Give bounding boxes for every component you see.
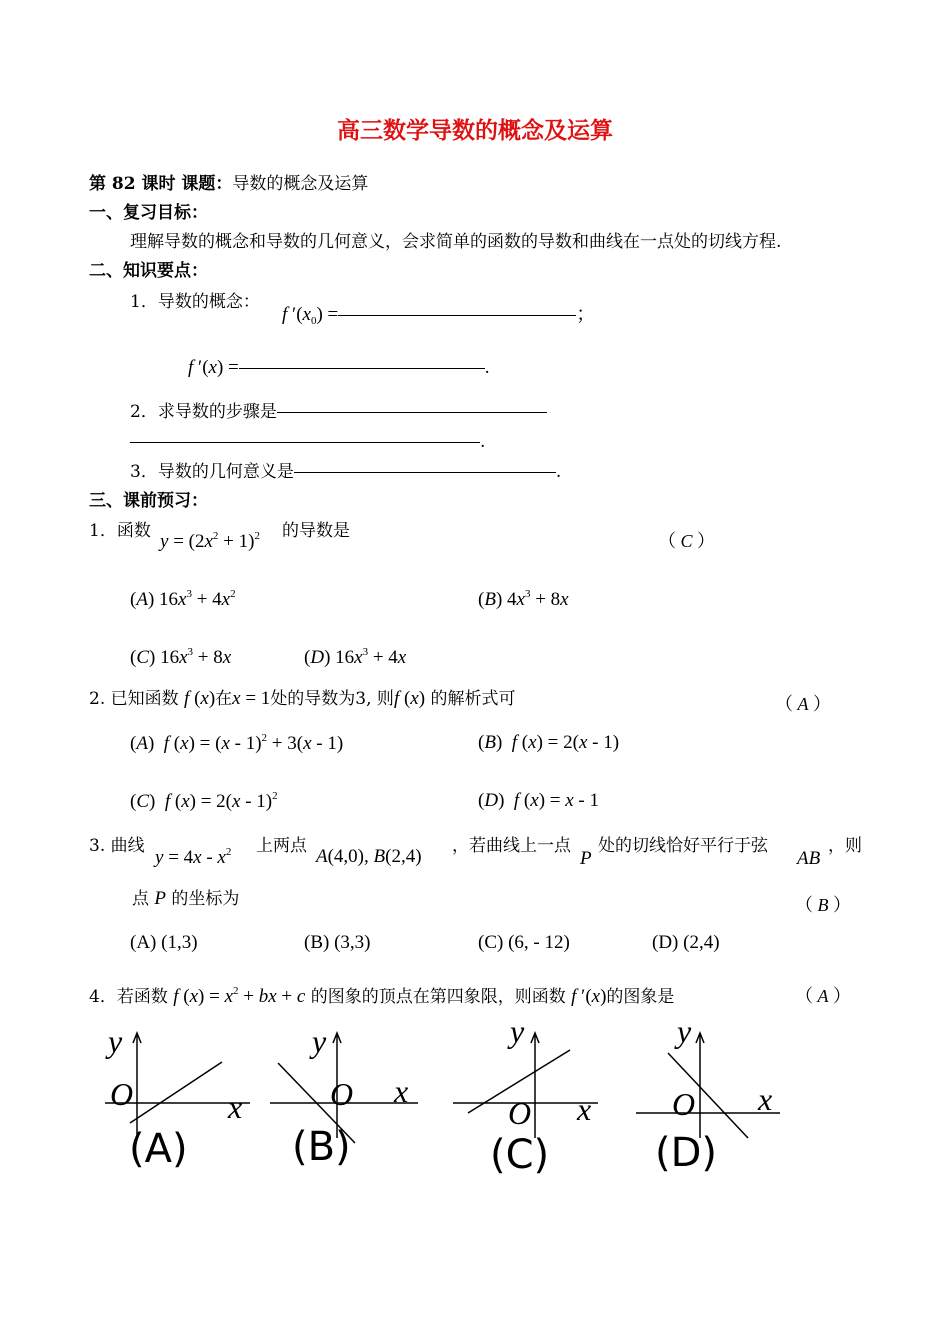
q3-option-a: (A) (1,3) (130, 932, 198, 953)
knowledge-item-2-line2: . (130, 432, 485, 452)
graph-b-label: (B) (292, 1124, 351, 1170)
graph-c-x-label: x (577, 1091, 592, 1127)
graph-d-label: (D) (655, 1130, 718, 1176)
q3-answer: （ B ） (795, 895, 851, 915)
q2-suffix: 的解析式可 (430, 689, 516, 709)
q1-suffix: 的导数是 (282, 521, 350, 541)
q2-fx: f (x) (184, 688, 216, 709)
graph-a-y-label: y (108, 1023, 123, 1059)
graph-d-y-label: y (677, 1013, 692, 1049)
section-knowledge-points: 二、知识要点： (89, 261, 208, 281)
lesson-line (89, 174, 368, 194)
q3-answer-value: B (817, 895, 829, 915)
graph-a (105, 1023, 250, 1138)
q3-point-p-2: P (154, 888, 167, 909)
derivative-at-point-formula: f $'(x_0)$ = ； (282, 304, 596, 327)
q4-prefix: 4．若函数 (89, 987, 168, 1007)
graph-c-y-label: y (510, 1013, 525, 1049)
graph-a-x-label: x (228, 1089, 243, 1125)
q4-answer: （ A ） (795, 986, 851, 1006)
lesson-label: 第 82 课时 课题： (89, 174, 233, 194)
knowledge-item-1: 1．导数的概念： (130, 292, 260, 312)
graph-c (453, 1013, 598, 1138)
graph-a-line (130, 1062, 222, 1123)
q2-line (89, 689, 515, 709)
graph-b-origin: O (330, 1076, 354, 1112)
q1-function: $y = (2x^2 + 1)^2$ (160, 530, 260, 552)
q4-answer-value: A (817, 986, 829, 1006)
q3-prefix: 3. 曲线 (89, 836, 145, 856)
q1-answer-value: C (680, 531, 693, 551)
q3-points: A(4,0), B(2,4) (316, 846, 422, 867)
q1-option-d: (D) $16x^3 + 4x$ (304, 646, 407, 668)
q4-derivative: f ′(x) (571, 986, 607, 1007)
q2-option-b: (B) f (x) = 2(x - 1) (478, 732, 620, 753)
graph-d-origin: O (672, 1086, 696, 1122)
q3-chord-ab: AB (797, 848, 821, 869)
page-title: 高三数学导数的概念及运算 (337, 117, 613, 144)
q3-line2 (132, 889, 239, 909)
q2-answer-value: A (797, 694, 809, 714)
q1-prefix: 1．函数 (89, 521, 151, 541)
graph-b-y-label: y (312, 1023, 327, 1059)
q4-quadratic: f $(x) = x^2$ + bx + c (173, 985, 306, 1007)
q2-mid2: 处的导数为3, 则 (270, 689, 394, 709)
q3-point-p: P (580, 848, 592, 869)
lesson-topic: 导数的概念及运算 (232, 174, 369, 194)
q1-option-c: (C) $16x^3 + 8x$ (130, 646, 232, 668)
q3-mid2: ，若曲线上一点 (452, 836, 571, 856)
derivative-function-formula: f ′(x) = . (188, 357, 490, 378)
graph-a-origin: O (110, 1076, 134, 1112)
knowledge-item-3-label: 3．导数的几何意义是 (130, 462, 294, 482)
q4-suffix: 的图象是 (606, 987, 675, 1007)
q4-graphs (0, 1010, 950, 1190)
q4-mid: 的图象的顶点在第四象限，则函数 (310, 987, 566, 1007)
q2-fx-2: f (x) (393, 688, 426, 709)
graph-b-x-label: x (394, 1073, 409, 1109)
q1-option-b: (B) $4x^3 + 8x$ (478, 588, 569, 610)
q2-option-c: (C) f (x) = 2(x - 1)$^2$ (130, 790, 278, 812)
q2-answer: （ A ） (775, 694, 831, 714)
q2-prefix: 2. 已知函数 (89, 689, 179, 709)
q3-mid3: 处的切线恰好平行于弦 (598, 836, 768, 856)
q3-option-b: (B) (3,3) (304, 932, 371, 953)
review-goals-text: 理解导数的概念和导数的几何意义，会求简单的函数的导数和曲线在一点处的切线方程. (130, 232, 782, 252)
q3-curve: $y = 4x - x^2$ (155, 846, 232, 868)
knowledge-item-2-label: 2．求导数的步骤是 (130, 402, 277, 422)
q3-line2b: 的坐标为 (171, 889, 240, 909)
q1-answer: （ C ） (658, 531, 716, 551)
q3-line2a: 点 (132, 889, 149, 909)
graph-c-origin: O (508, 1095, 532, 1131)
q2-x-eq-1: x = 1 (232, 688, 271, 709)
section-review-goals: 一、复习目标： (89, 203, 208, 223)
q2-option-a: (A) f (x) = (x - 1)$^2$ + 3(x - 1) (130, 732, 344, 754)
q1-option-a: (A) $16x^3 + 4x^2$ (130, 588, 236, 610)
q3-option-d: (D) (2,4) (652, 932, 720, 953)
graph-d (636, 1013, 780, 1138)
knowledge-item-3: 3．导数的几何意义是 . (130, 462, 562, 482)
q2-mid1: 在 (215, 689, 233, 709)
knowledge-item-2 (130, 402, 547, 422)
graph-c-label: (C) (490, 1132, 550, 1178)
graph-a-label: (A) (129, 1126, 188, 1172)
q4-line (89, 981, 674, 1007)
q3-mid1: 上两点 (256, 836, 307, 856)
q3-option-c: (C) (6, - 12) (478, 932, 570, 953)
q3-suffix: ，则 (828, 836, 862, 856)
q2-option-d: (D) f (x) = x - 1 (478, 790, 599, 811)
section-preview: 三、课前预习： (89, 491, 208, 511)
graph-d-x-label: x (758, 1081, 773, 1117)
